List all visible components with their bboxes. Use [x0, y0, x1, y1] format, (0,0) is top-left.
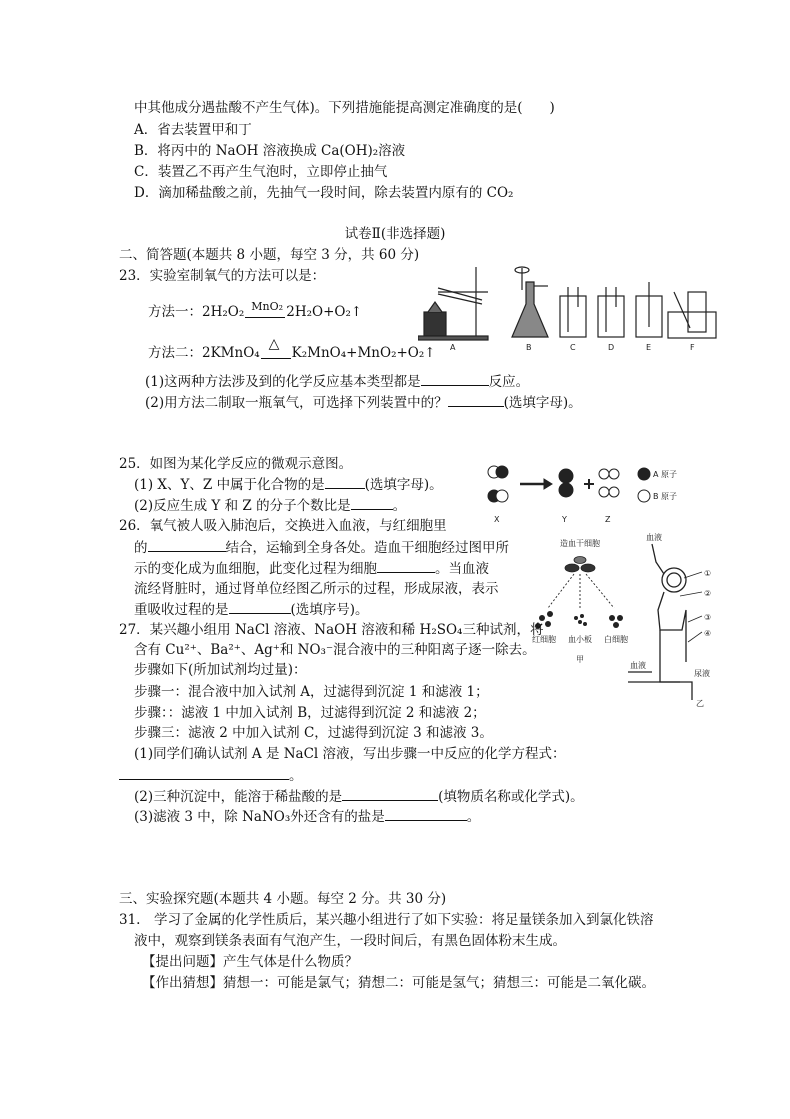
q31-line4: 【作出猜想】猜想一：可能是氯气；猜想二：可能是氢气；猜想三：可能是二氧化碳。	[142, 975, 655, 991]
q27-sub1: (1)同学们确认试剂 A 是 NaCl 溶液，写出步骤一中反应的化学方程式：	[134, 746, 566, 762]
q27-line2: 含有 Cu²⁺、Ba²⁺、Ag⁺和 NO₃⁻混合液中的三种阳离子逐一除去。	[134, 642, 536, 658]
q22-option-b: B．将丙中的 NaOH 溶液换成 Ca(OH)₂溶液	[134, 143, 406, 159]
q26-line4: 流经肾脏时，通过肾单位经图乙所示的过程，形成尿液，表示	[134, 581, 499, 597]
q25-reaction-figure	[480, 462, 690, 528]
q23-method1-condition: MnO₂	[251, 299, 284, 313]
q26-fig-urine-label: 尿液	[694, 669, 710, 678]
q26-line2-end: 结合，运输到全身各处。造血干细胞经过图甲所	[225, 540, 509, 556]
q27-sub2-end: (填物质名称或化学式)。	[438, 789, 584, 805]
q25-sub2-end: 。	[392, 498, 407, 514]
q23-method2-condition: △	[268, 335, 280, 352]
q23-stem: 23．实验室制氧气的方法可以是：	[119, 268, 326, 284]
q26-line3-start: 示的变化成为血细胞，此变化过程为细胞	[134, 561, 377, 577]
q23-method2	[148, 335, 436, 362]
q23-apparatus-label-e: E	[646, 343, 652, 352]
q26-line5-start: 重吸收过程的是	[134, 602, 229, 618]
q26-fig-num-1: ①	[704, 569, 712, 578]
q26-blank1	[148, 538, 226, 552]
q23-method2-reactant: 方法二：2KMnO₄	[148, 345, 260, 361]
q31-line2: 液中，观察到镁条表面有气泡产生，一段时间后，有黑色固体粉末生成。	[134, 933, 566, 949]
q27-sub1-answer	[119, 766, 303, 785]
q23-apparatus-label-a: A	[450, 343, 456, 352]
q25-label-y: Y	[562, 515, 567, 524]
q26-fig-blood-label: 血液	[646, 533, 662, 542]
q27-sub3-blank	[385, 807, 467, 821]
q27-sub1-blank	[119, 766, 289, 780]
q26-fig-jia: 甲	[576, 655, 584, 664]
q26-blank3	[229, 600, 291, 614]
q23-method2-arrow	[261, 335, 291, 359]
q26-figure	[528, 532, 724, 710]
q22-option-c: C．装置乙不再产生气泡时，立即停止抽气	[134, 164, 388, 180]
q26-line5	[134, 600, 369, 619]
q23-method1-arrow	[245, 299, 285, 318]
q27-sub3	[134, 807, 480, 826]
q27-sub3-text: (3)滤液 3 中，除 NaNO₃外还含有的盐是	[134, 809, 385, 825]
q27-step1: 步骤一：混合液中加入试剂 A，过滤得到沉淀 1 和滤液 1；	[134, 684, 489, 700]
q23-sub2-blank	[448, 393, 504, 407]
q26-line2-start: 的	[134, 540, 148, 556]
q23-sub2-text: (2)用方法二制取一瓶氧气，可选择下列装置中的？	[145, 395, 448, 411]
q23-sub2	[145, 393, 582, 412]
q25-legend-b: B 原子	[653, 492, 678, 501]
q27-sub2-blank	[342, 787, 438, 801]
q26-line5-end: (选填序号)。	[290, 602, 369, 618]
q23-apparatus-label-f: F	[690, 343, 695, 352]
q23-method1-product: 2H₂O+O₂↑	[286, 304, 363, 320]
q25-sub1	[134, 475, 443, 494]
q26-line1: 26．氧气被人吸入肺泡后，交换进入血液，与红细胞里	[119, 518, 447, 534]
q22-option-a: A．省去装置甲和丁	[134, 122, 252, 138]
q26-fig-rbc-label: 红细胞	[532, 635, 556, 644]
q23-sub1-blank	[421, 372, 489, 386]
section2-heading: 二、简答题(本题共 8 小题，每空 3 分，共 60 分)	[119, 247, 420, 263]
paper2-title: 试卷Ⅱ(非选择题)	[344, 226, 446, 242]
q23-sub1	[145, 372, 529, 391]
q25-sub2-text: (2)反应生成 Y 和 Z 的分子个数比是	[134, 498, 351, 514]
q25-sub2-blank	[351, 496, 393, 510]
q25-legend-a: A 原子	[653, 470, 678, 479]
q27-sub2	[134, 787, 584, 806]
q26-blank2	[377, 559, 435, 573]
q25-stem: 25．如图为某化学反应的微观示意图。	[119, 456, 353, 472]
q23-sub1-text: (1)这两种方法涉及到的化学反应基本类型都是	[145, 374, 421, 390]
q26-fig-num-2: ②	[704, 589, 712, 598]
q26-fig-wbc-label: 白细胞	[604, 635, 628, 644]
q27-step2: 步骤：：滤液 1 中加入试剂 B，过滤得到沉淀 2 和滤液 2；	[134, 705, 486, 721]
q27-line1: 27．某兴趣小组用 NaCl 溶液、NaOH 溶液和稀 H₂SO₄三种试剂，将	[119, 622, 544, 638]
q22-option-d: D．滴加稀盐酸之前，先抽气一段时间，除去装置内原有的 CO₂	[134, 185, 514, 201]
q23-method1	[148, 299, 363, 321]
q26-line2	[134, 538, 509, 557]
q26-fig-num-4: ④	[704, 629, 712, 638]
section3-heading: 三、实验探究题(本题共 4 小题。每空 2 分。共 30 分)	[119, 891, 447, 907]
q27-sub3-end: 。	[466, 809, 481, 825]
q26-fig-stem-cell-label: 造血干细胞	[560, 539, 600, 548]
q23-sub1-end: 反应。	[488, 374, 530, 390]
q27-sub2-text: (2)三种沉淀中，能溶于稀盐酸的是	[134, 789, 343, 805]
q25-sub1-blank	[325, 475, 365, 489]
q27-step3: 步骤三：滤液 2 中加入试剂 C，过滤得到沉淀 3 和滤液 3。	[134, 725, 493, 741]
q23-apparatus-label-b: B	[526, 343, 532, 352]
q26-line3-end: 。当血液	[435, 561, 489, 577]
q23-sub2-end: (选填字母)。	[503, 395, 582, 411]
q31-line3: 【提出问题】产生气体是什么物质？	[142, 954, 358, 970]
q23-apparatus-label-d: D	[608, 343, 615, 352]
q25-sub1-text: (1) X、Y、Z 中属于化合物的是	[134, 477, 325, 493]
q27-line3: 步骤如下(所加试剂均过量)：	[134, 662, 307, 678]
q26-fig-blood-out-label: 血液	[630, 661, 646, 670]
q23-apparatus-figure	[418, 262, 720, 352]
q31-line1: 31. 学习了金属的化学性质后，某兴趣小组进行了如下实验：将足量镁条加入到氯化铁溶	[119, 912, 654, 928]
q25-label-z: Z	[605, 515, 611, 524]
q25-label-x: X	[494, 515, 500, 524]
q26-line3	[134, 559, 489, 578]
q26-fig-yi: 乙	[696, 699, 704, 708]
q26-fig-platelet-label: 血小板	[568, 635, 592, 644]
q27-sub1-end: 。	[289, 768, 303, 784]
q26-fig-num-3: ③	[704, 613, 712, 622]
q23-method2-product: K₂MnO₄+MnO₂+O₂↑	[291, 345, 436, 361]
q25-sub1-end: (选填字母)。	[364, 477, 443, 493]
q23-apparatus-label-c: C	[570, 343, 576, 352]
q25-sub2	[134, 496, 406, 515]
q23-method1-reactant: 方法一：2H₂O₂	[148, 304, 245, 320]
q22-line1: 中其他成分遇盐酸不产生气体)。下列措施能提高测定准确度的是( )	[134, 100, 555, 116]
